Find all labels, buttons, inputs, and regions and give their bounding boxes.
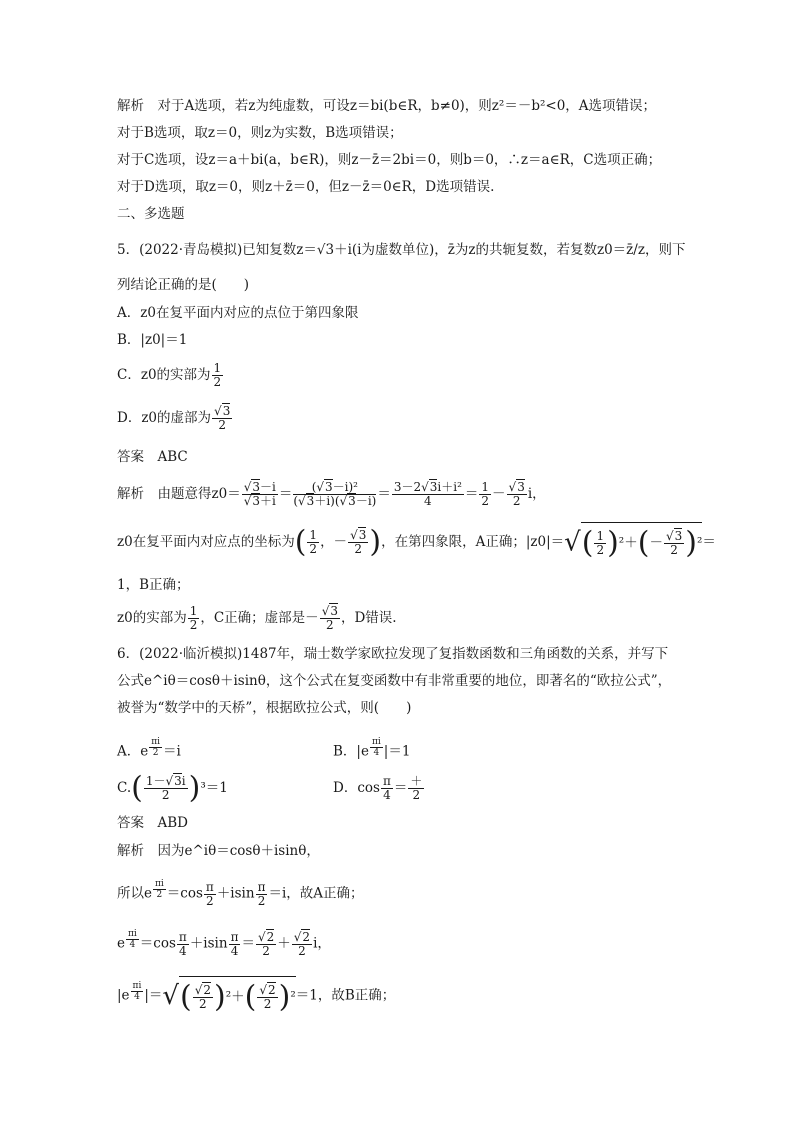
analysis-text: 解析 由题意得z0＝ <box>117 486 241 502</box>
analysis-line: 对于C选项，设z＝a＋bi(a，b∈R)，则z－z̄＝2bi＝0，则b＝0，∴z＝a∈R，C选项正确； <box>117 152 662 168</box>
option-c: C.( $\frac{1-√3i}{2}$ )³＝1 <box>117 770 228 806</box>
option-c <box>117 358 224 392</box>
analysis-6-line4: |e $^{\frac{\pi i}{4}}$ |＝√( $\frac{√2}{2}$ )²＋( $\frac{√2}{2}$ )²＝1，故B正确； <box>117 972 395 1017</box>
analysis-6-line3: e $^{\frac{\pi i}{4}}$ ＝cos $\frac{\pi}{4}$ ＋isin $\frac{\pi}{4}$ ＝ $\frac{√2}{2}$ ＋ $\frac{√2}{2}$ i， <box>117 929 331 958</box>
option-a: A．z0在复平面内对应的点位于第四象限 <box>117 305 359 321</box>
math-fraction: $\frac{\text{3－2√3i＋i²}}{4}$ <box>393 480 462 508</box>
analysis-line: 对于D选项，取z＝0，则z＋z̄＝0，但z－z̄＝0∈R，D选项错误. <box>117 179 495 195</box>
analysis-text: ，在第四象限，A正确；|z0|＝ <box>381 534 565 550</box>
analysis-text: ，D错误. <box>340 610 397 626</box>
math-fraction: $\frac{1}{2}$ <box>309 528 318 556</box>
analysis-text: ，故A正确； <box>286 885 364 902</box>
analysis-line: 解析 对于A选项，若z为纯虚数，可设z＝bi(b∈R，b≠0)，则z²＝－b²<0，A选项错误； <box>117 98 657 114</box>
math-fraction: $\frac{1}{2}$ <box>213 361 222 389</box>
option-a: A．e $^{\frac{\pi i}{2}}$ ＝i <box>117 737 181 760</box>
section-heading: 二、多选题 <box>117 206 185 222</box>
option-d: D．cos $\frac{\pi}{4}$ ＝ $\frac{+}{2}$ <box>333 774 423 802</box>
question-6-stem: 公式e^iθ＝cosθ＋isinθ，这个公式在复变函数中有非常重要的地位，即著名的“欧拉公式”， <box>117 673 672 689</box>
answer-6: 答案 ABD <box>117 815 188 831</box>
analysis-5-line4 <box>117 598 397 638</box>
option-c-text: C．z0的实部为 <box>117 367 211 383</box>
question-5-stem: 5．(2022·青岛模拟)已知复数z＝√3＋i(i为虚数单位)，z̄为z的共轭复数，若复数z0＝z̄/z，则下 <box>117 242 686 258</box>
option-b: B．|z0|＝1 <box>117 332 188 348</box>
math-fraction: $\frac{√3}{2}$ <box>508 480 525 508</box>
analysis-5-line3: 1，B正确； <box>117 577 190 593</box>
math-fraction: $\frac{1}{2}$ <box>481 480 490 508</box>
math-fraction: $\frac{√3}{2}$ <box>350 528 367 556</box>
math-fraction: $\frac{1}{2}$ <box>189 604 198 632</box>
question-6-stem: 6．(2022·临沂模拟)1487年，瑞士数学家欧拉发现了复指数函数和三角函数的关系，并写下 <box>117 646 669 662</box>
option-d-text: D．z0的虚部为 <box>117 410 212 426</box>
question-5-stem: 列结论正确的是( ) <box>117 277 250 293</box>
analysis-line: 对于B选项，取z＝0，则z为实数，B选项错误； <box>117 125 403 141</box>
answer-5: 答案 ABC <box>117 449 188 465</box>
math-fraction: $\frac{√3-i}{√3+i}$ <box>243 480 276 508</box>
analysis-5-line2: z0在复平面内对应点的坐标为( $\frac{1}{2}$ ，－ $\frac{√3}{2}$ )，在第四象限，A正确；|z0|＝√( $\frac{1}{2}$ )²＋(－ $\frac{√3}{2}$ )²＝ <box>117 522 716 563</box>
analysis-text: 所以 <box>117 885 144 902</box>
analysis-text: z0在复平面内对应点的坐标为 <box>117 534 295 550</box>
analysis-text: ，C正确；虚部是－ <box>200 610 319 626</box>
math-fraction: $\frac{√3}{2}$ <box>214 404 231 432</box>
analysis-6-line1: 解析 因为e^iθ＝cosθ＋isinθ， <box>117 843 320 859</box>
option-d <box>117 400 233 436</box>
analysis-text: z0的实部为 <box>117 610 187 626</box>
math-fraction: $\frac{\text{(√3－i)²}}{(√3+i)(√3-i)}$ <box>293 480 377 508</box>
question-6-stem: 被誉为“数学中的天桥”，根据欧拉公式，则( ) <box>117 700 412 716</box>
option-b: B．|e $^{\frac{\pi i}{4}}$ |＝1 <box>333 737 411 760</box>
analysis-6-line2: 所以e $^{\frac{\pi i}{2}}$ ＝cos $\frac{\pi}{2}$ ＋isin $\frac{\pi}{2}$ ＝i，故A正确； <box>117 879 364 908</box>
math-fraction: $\frac{√3}{2}$ <box>321 604 338 632</box>
analysis-5-line1: 解析 由题意得z0＝ $\frac{√3-i}{√3+i}$ ＝ $\frac{\text{(√3－i)²}}{(√3+i)(√3-i)}$ ＝ $\frac{\text{3－2√3i＋i²}}{4}$ ＝ $\frac{1}{2}$ － $\frac{√3}{2}$ i， <box>117 480 546 508</box>
analysis-text: ＝1，故B正确； <box>295 987 396 1004</box>
